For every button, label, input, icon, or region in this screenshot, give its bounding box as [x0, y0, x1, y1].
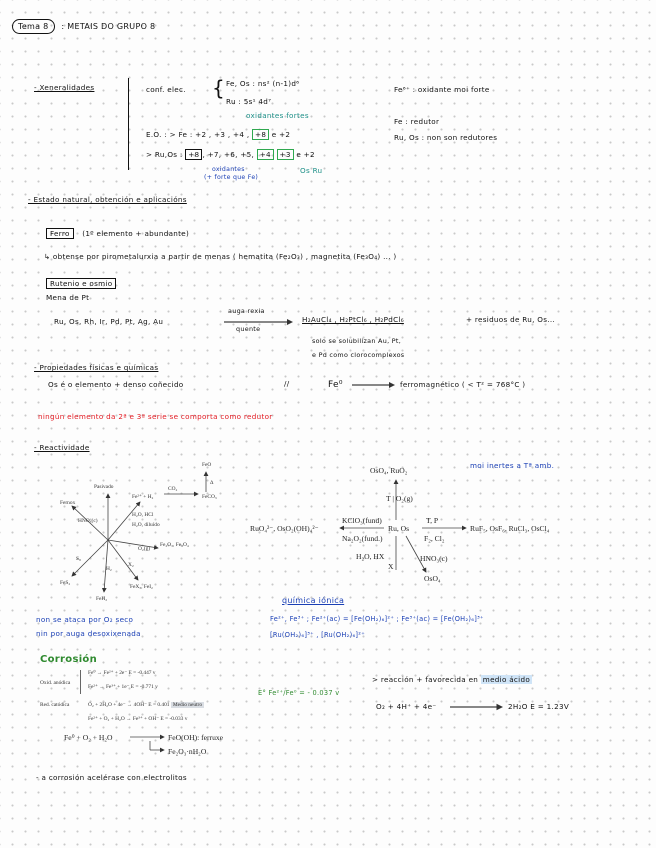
arrow-bottom-label: quente: [236, 325, 261, 333]
fe-feco3: FeCO₃: [202, 494, 217, 500]
section-reactividade: - Reactividade: [34, 443, 90, 452]
ru-hno3c: HNO₃(c): [420, 554, 448, 563]
fe-x2: X₂: [128, 562, 134, 568]
red-eq-1: O₂ + 2H₂O + 4e⁻ → 4OH⁻ E = 0.401 Medio neutro: [88, 702, 203, 708]
ru-oso4: OsO₄: [424, 574, 441, 583]
section-propiedades: - Propiedades físicas e químicas: [34, 363, 159, 372]
corrosion-title: Corrosión: [40, 654, 98, 665]
ruos-non-note: Ru, Os : non son redutores: [394, 133, 498, 142]
fe-fernox: Fernox: [60, 500, 76, 506]
oxidantes-note2: (+ forte que Fe): [204, 174, 259, 181]
separator: //: [284, 379, 290, 388]
fe-co2: CO₂: [168, 486, 178, 492]
ruos-box-4: +4: [257, 149, 274, 160]
moi-inertes-note: moi inertes a Tª amb.: [470, 461, 555, 470]
ru-na2o2: Na₂O₂(fund.): [342, 534, 383, 543]
oxid-eq-2: Fe²⁺ → Fe³⁺ + 1e⁻ E = -0.771 v: [88, 684, 158, 690]
non-ataca-1: non se ataca por O₂ seco: [36, 615, 134, 624]
fe-pasivado: Pasivado: [94, 484, 114, 490]
oxidantes-fortes-label: oxidantes fortes: [246, 111, 309, 120]
fe-hno3: HNO₃(c): [78, 518, 98, 524]
non-ataca-2: nin por auga desoxixenada: [36, 629, 141, 638]
ru-t-o2: T | O₂(g): [386, 494, 413, 503]
fe-fe2o3: Fe₂O₃, Fe₃O₄: [160, 542, 189, 548]
ru-ruo4: RuO₄²⁻, OsO₂(OH)₄²⁻: [250, 524, 319, 533]
ru-kclo3: KClO₃(fund): [342, 516, 382, 525]
red-label: Red. catódica: [40, 702, 70, 708]
fe-hcl2: H₂O, diluído: [132, 522, 160, 528]
ionica-line-2: [Ru(OH₂)₆]³⁺ , [Ru(OH₂)₆]²⁺: [270, 631, 366, 639]
fe-feo: FeO: [202, 462, 212, 468]
fe2o3-nh2o: Fe₂O₃·nH₂O: [168, 747, 207, 756]
brace: {: [212, 76, 226, 100]
section-estado-natural: - Estado natural, obtención e aplicacións: [28, 195, 187, 204]
metals-list: Ru, Os, Rh, Ir, Pd, Pt, Ag, Au: [54, 317, 164, 326]
fe0-reaction: Fe⁰ + O₂ + H₂O: [64, 733, 113, 742]
ru-f2cl2: F₂, Cl₂: [424, 534, 445, 543]
ru-oso4-top: OsO₄, RuO₂: [370, 466, 408, 475]
ferro-line: Ferro (1º elemento + abundante): [46, 230, 189, 239]
ru-tp: T, P: [426, 516, 439, 525]
reaccion-note: > reacción + favorecida en medio ácido: [372, 675, 531, 684]
ru-os-heading: Rutenio e osmio: [46, 280, 116, 289]
ferro-box: Ferro: [46, 228, 74, 239]
fe-fe-h2: Fe²⁺ + H₂: [132, 494, 154, 500]
fe6-note: Fe⁶⁺ : oxidante moi forte: [394, 85, 490, 94]
residuos-note: + residuos de Ru, Os...: [466, 315, 556, 324]
o2-eq-right: 2H₂O E = 1.23V: [508, 702, 570, 711]
conf-ru: Ru : 5s¹ 4d⁷: [226, 97, 272, 106]
products-list: H₂AuCl₄ , H₂PtCl₆ , H₂PdCl₆: [302, 315, 404, 324]
feooh: FeO(OH): ferruxe: [168, 733, 224, 742]
conf-fe-os: Fe, Os : ns² (n-1)d⁶: [226, 79, 300, 88]
fe-fex: FeX₃, FeI₂: [130, 584, 153, 590]
fe-redutor-note: Fe : redutor: [394, 117, 440, 126]
medio-neutro-tag: Medio neutro: [172, 702, 203, 708]
conf-elec-label: conf. elec.: [146, 85, 186, 94]
fe-feh: FeH₂: [96, 596, 108, 602]
page-title: : METAIS DO GRUPO 8: [61, 22, 156, 31]
ru-center: Ru, Os: [388, 524, 410, 533]
quimica-ionica-title: química iónica: [282, 596, 345, 605]
oxidantes-note: oxidantes: [212, 166, 245, 173]
solo-line-1: solo se solubilizan Au, Pt,: [312, 337, 402, 345]
fe-h2: H₂: [106, 566, 112, 572]
ru-halides: RuF₅, OsF₆, RuCl₃, OsCl₄: [470, 524, 550, 533]
fe-o2g: O₂(g): [138, 546, 151, 552]
ionica-line-1: Fe²⁺, Fe³⁺ ; Fe²⁺(ac) = [Fe(OH₂)₆]²⁺ ; Fe³⁺(ac) = [Fe(OH₂)₆]³⁺: [270, 615, 484, 623]
section-xeneralidades: - Xeneralidades: [34, 83, 95, 92]
fe-hcl: H₂O, HCl: [132, 512, 154, 518]
fe0-label: Fe⁰: [328, 380, 343, 390]
tema-badge: Tema 8: [12, 19, 55, 34]
eo-ruos-line: > Ru,Os : +8 , +7, +6, +5, +4 +3 e +2: [146, 150, 315, 159]
arrow-top-label: auga rexia: [228, 307, 265, 315]
oxid-label: Oxid. anódica: [40, 680, 71, 686]
ru-x: X: [388, 562, 394, 571]
o2-eq-left: O₂ + 4H⁺ + 4e⁻: [376, 702, 437, 711]
fe-s8: S₈: [76, 556, 81, 562]
os-densidade: Os é o elemento + denso coñecido: [48, 380, 184, 389]
fe-fes: FeS₂: [60, 580, 71, 586]
oxid-eq-1: Fe⁰ → Fe²⁺ + 2e⁻ E = -0.447 v: [88, 670, 156, 676]
mena-pt: Mena de Pt: [46, 293, 90, 302]
ferromagnetico: ferromagnético ( < T² = 768°C ): [400, 380, 526, 389]
medio-acido-highlight: medio ácido: [482, 675, 531, 684]
eo-fe-line: E.O. : > Fe : +2 , +3 , +4 , +8 e +2: [146, 130, 291, 139]
e0-note: E° Fe²⁺/Fe⁰ = - 0.037 v: [258, 689, 340, 697]
fe-delta: Δ: [210, 480, 214, 486]
solo-line-2: e Pd como clorocomplexos: [312, 351, 405, 359]
ferro-obtencion: ↳ obtense por pirometalurxia a partir de menas ( hematita (Fe₂O₃) , magnetita (Fe₃O₄) ... ): [44, 252, 397, 261]
red-eq-2: Fe²⁺ + O₂ + H₂O → Fe³⁺ + OH⁻ E = -0.033 v: [88, 716, 188, 722]
red-note: ningún elemento da 2ª e 3ª serie se comporta como redutor: [38, 412, 273, 421]
fe-box-8: +8: [252, 129, 269, 140]
ruos-box-3: +3: [277, 149, 294, 160]
os-ru-label: Os Ru: [300, 166, 323, 175]
ru-h2ohx: H₂O, HX: [356, 552, 385, 561]
corrosion-electrolitos: - a corrosión acelérase con electrolitos: [36, 773, 187, 782]
